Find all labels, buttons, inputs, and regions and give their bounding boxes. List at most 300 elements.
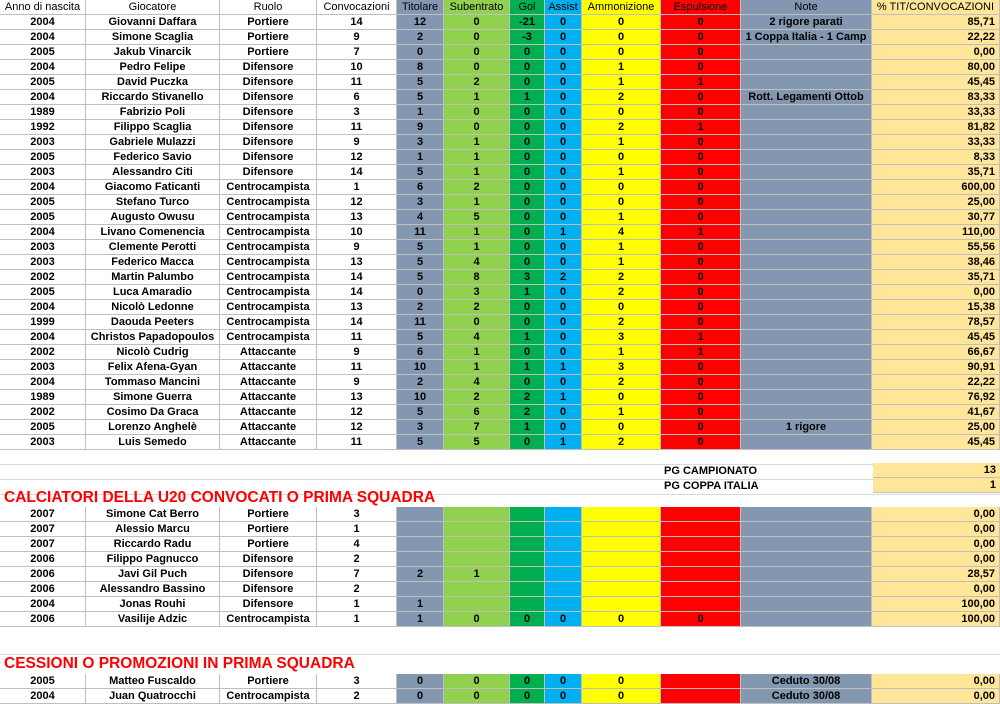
cell-assists: 0 bbox=[545, 180, 582, 195]
cell-red-cards: 0 bbox=[661, 435, 741, 450]
cell-note bbox=[741, 135, 872, 150]
cell-call-ups: 10 bbox=[317, 60, 397, 75]
cell-red-cards: 0 bbox=[661, 90, 741, 105]
cell-yellow-cards: 2 bbox=[582, 270, 661, 285]
cell-call-ups: 3 bbox=[317, 674, 397, 689]
cell-starter: 2 bbox=[397, 375, 444, 390]
cell-role: Difensore bbox=[220, 75, 317, 90]
cell-player: Simone Cat Berro bbox=[86, 507, 220, 522]
cell-sub bbox=[444, 522, 510, 537]
cell-role: Centrocampista bbox=[220, 285, 317, 300]
cell-sub: 0 bbox=[444, 45, 510, 60]
cell-role: Difensore bbox=[220, 150, 317, 165]
cell-role: Portiere bbox=[220, 507, 317, 522]
cell-assists: 1 bbox=[545, 360, 582, 375]
cell-player: Alessandro Citi bbox=[86, 165, 220, 180]
table-row bbox=[0, 567, 1000, 582]
cell-role: Centrocampista bbox=[220, 330, 317, 345]
cell-assists bbox=[545, 507, 582, 522]
cell-call-ups: 14 bbox=[317, 15, 397, 30]
cell-pct: 38,46 bbox=[872, 255, 1000, 270]
cell-pct: 0,00 bbox=[872, 537, 1000, 552]
table-row bbox=[0, 210, 1000, 225]
cell-role: Attaccante bbox=[220, 390, 317, 405]
cell-red-cards: 0 bbox=[661, 210, 741, 225]
cell-pct: 90,91 bbox=[872, 360, 1000, 375]
cell-player: Nicolò Cudrig bbox=[86, 345, 220, 360]
cell-red-cards: 0 bbox=[661, 105, 741, 120]
cell-player: Riccardo Radu bbox=[86, 537, 220, 552]
table-row bbox=[0, 537, 1000, 552]
cell-assists: 0 bbox=[545, 674, 582, 689]
cell-birth-year: 2004 bbox=[0, 30, 86, 45]
cell-role: Attaccante bbox=[220, 345, 317, 360]
cell-player: Federico Macca bbox=[86, 255, 220, 270]
cell-red-cards: 0 bbox=[661, 135, 741, 150]
cell-player: Vasilije Adzic bbox=[86, 612, 220, 627]
empty-row bbox=[0, 627, 1000, 655]
cell-goals: 0 bbox=[510, 60, 545, 75]
cell-birth-year: 2007 bbox=[0, 507, 86, 522]
cell-assists: 0 bbox=[545, 105, 582, 120]
cell-starter: 11 bbox=[397, 225, 444, 240]
cell-assists: 0 bbox=[545, 405, 582, 420]
cell-red-cards: 1 bbox=[661, 120, 741, 135]
u20-section-title: CALCIATORI DELLA U20 CONVOCATI O PRIMA SQUADRA bbox=[4, 489, 436, 506]
cell-goals: 1 bbox=[510, 90, 545, 105]
cell-note bbox=[741, 522, 872, 537]
header-call-ups: Convocazioni bbox=[317, 0, 397, 15]
cell-goals: 0 bbox=[510, 225, 545, 240]
cell-role: Portiere bbox=[220, 30, 317, 45]
header-yellow-cards: Ammonizione bbox=[582, 0, 661, 15]
cell-note: 2 rigore parati bbox=[741, 15, 872, 30]
summary-value: 1 bbox=[873, 478, 1000, 493]
cell-birth-year: 2003 bbox=[0, 360, 86, 375]
cell-red-cards bbox=[661, 522, 741, 537]
cell-role: Portiere bbox=[220, 537, 317, 552]
cell-goals: 0 bbox=[510, 135, 545, 150]
cell-birth-year: 2002 bbox=[0, 345, 86, 360]
cell-birth-year: 1989 bbox=[0, 105, 86, 120]
cell-goals: -3 bbox=[510, 30, 545, 45]
cell-goals: 0 bbox=[510, 105, 545, 120]
cell-note: Rott. Legamenti Ottob bbox=[741, 90, 872, 105]
cell-sub: 0 bbox=[444, 315, 510, 330]
cell-yellow-cards: 2 bbox=[582, 90, 661, 105]
cell-yellow-cards bbox=[582, 552, 661, 567]
cell-call-ups: 11 bbox=[317, 120, 397, 135]
cell-birth-year: 2006 bbox=[0, 567, 86, 582]
cell-red-cards: 0 bbox=[661, 360, 741, 375]
cell-pct: 35,71 bbox=[872, 165, 1000, 180]
cell-sub: 6 bbox=[444, 405, 510, 420]
cell-sub: 3 bbox=[444, 285, 510, 300]
cell-call-ups: 7 bbox=[317, 567, 397, 582]
cell-yellow-cards bbox=[582, 567, 661, 582]
cell-pct: 100,00 bbox=[872, 612, 1000, 627]
cell-assists: 0 bbox=[545, 75, 582, 90]
cell-goals: 0 bbox=[510, 255, 545, 270]
cell-note bbox=[741, 315, 872, 330]
cell-pct: 0,00 bbox=[872, 552, 1000, 567]
cell-sub: 4 bbox=[444, 375, 510, 390]
cell-starter: 0 bbox=[397, 285, 444, 300]
table-row bbox=[0, 345, 1000, 360]
cell-player: Luis Semedo bbox=[86, 435, 220, 450]
cell-note bbox=[741, 210, 872, 225]
cell-role: Centrocampista bbox=[220, 255, 317, 270]
cell-birth-year: 1992 bbox=[0, 120, 86, 135]
cell-note bbox=[741, 195, 872, 210]
cell-note: 1 rigore bbox=[741, 420, 872, 435]
cell-yellow-cards: 1 bbox=[582, 345, 661, 360]
cell-starter: 0 bbox=[397, 689, 444, 704]
cell-goals bbox=[510, 537, 545, 552]
cell-goals: 0 bbox=[510, 375, 545, 390]
table-row bbox=[0, 612, 1000, 627]
cell-yellow-cards: 0 bbox=[582, 674, 661, 689]
cell-call-ups: 3 bbox=[317, 105, 397, 120]
cell-call-ups: 12 bbox=[317, 150, 397, 165]
cell-call-ups: 9 bbox=[317, 135, 397, 150]
cell-call-ups: 11 bbox=[317, 360, 397, 375]
cell-assists: 0 bbox=[545, 135, 582, 150]
cell-role: Difensore bbox=[220, 60, 317, 75]
cell-player: Clemente Perotti bbox=[86, 240, 220, 255]
cell-red-cards: 0 bbox=[661, 45, 741, 60]
cell-role: Difensore bbox=[220, 120, 317, 135]
cell-call-ups: 1 bbox=[317, 597, 397, 612]
table-row bbox=[0, 375, 1000, 390]
table-row bbox=[0, 195, 1000, 210]
cell-pct: 600,00 bbox=[872, 180, 1000, 195]
summary-label: PG COPPA ITALIA bbox=[664, 479, 759, 492]
cell-starter: 3 bbox=[397, 420, 444, 435]
cell-red-cards bbox=[661, 582, 741, 597]
cell-yellow-cards: 1 bbox=[582, 255, 661, 270]
cell-birth-year: 2005 bbox=[0, 210, 86, 225]
cell-note bbox=[741, 612, 872, 627]
cell-red-cards: 0 bbox=[661, 240, 741, 255]
cell-pct: 35,71 bbox=[872, 270, 1000, 285]
cell-player: Alessio Marcu bbox=[86, 522, 220, 537]
cell-starter bbox=[397, 537, 444, 552]
cell-assists: 0 bbox=[545, 45, 582, 60]
cell-yellow-cards: 0 bbox=[582, 420, 661, 435]
cell-yellow-cards: 0 bbox=[582, 300, 661, 315]
header-starter: Titolare bbox=[397, 0, 444, 15]
cell-pct: 25,00 bbox=[872, 195, 1000, 210]
cell-role: Portiere bbox=[220, 674, 317, 689]
cell-goals bbox=[510, 597, 545, 612]
cell-assists: 0 bbox=[545, 195, 582, 210]
cell-assists: 1 bbox=[545, 225, 582, 240]
cell-pct: 76,92 bbox=[872, 390, 1000, 405]
cell-role: Difensore bbox=[220, 135, 317, 150]
cell-pct: 8,33 bbox=[872, 150, 1000, 165]
cell-red-cards: 0 bbox=[661, 300, 741, 315]
cell-starter: 3 bbox=[397, 195, 444, 210]
cell-role: Centrocampista bbox=[220, 270, 317, 285]
cell-starter: 10 bbox=[397, 360, 444, 375]
table-row bbox=[0, 522, 1000, 537]
cell-goals: 1 bbox=[510, 285, 545, 300]
cell-role: Difensore bbox=[220, 567, 317, 582]
cell-sub: 4 bbox=[444, 330, 510, 345]
cell-player: Stefano Turco bbox=[86, 195, 220, 210]
cell-assists bbox=[545, 582, 582, 597]
cell-sub: 2 bbox=[444, 75, 510, 90]
cell-note bbox=[741, 552, 872, 567]
cell-yellow-cards: 0 bbox=[582, 150, 661, 165]
cell-note bbox=[741, 360, 872, 375]
cell-red-cards bbox=[661, 567, 741, 582]
cell-yellow-cards: 1 bbox=[582, 60, 661, 75]
cell-sub: 1 bbox=[444, 165, 510, 180]
cell-yellow-cards: 3 bbox=[582, 330, 661, 345]
cell-player: Matteo Fuscaldo bbox=[86, 674, 220, 689]
cell-sub: 0 bbox=[444, 120, 510, 135]
cell-yellow-cards: 2 bbox=[582, 435, 661, 450]
cell-player: David Puczka bbox=[86, 75, 220, 90]
cell-call-ups: 13 bbox=[317, 210, 397, 225]
table-row bbox=[0, 552, 1000, 567]
cell-red-cards bbox=[661, 507, 741, 522]
cell-starter: 10 bbox=[397, 390, 444, 405]
cell-goals: -21 bbox=[510, 15, 545, 30]
cell-birth-year: 2004 bbox=[0, 597, 86, 612]
cell-goals: 0 bbox=[510, 612, 545, 627]
cell-call-ups: 12 bbox=[317, 195, 397, 210]
cell-assists: 0 bbox=[545, 210, 582, 225]
cell-yellow-cards bbox=[582, 522, 661, 537]
cell-note bbox=[741, 150, 872, 165]
cell-starter: 2 bbox=[397, 567, 444, 582]
header-red-cards: Espulsione bbox=[661, 0, 741, 15]
cell-sub bbox=[444, 537, 510, 552]
cell-note bbox=[741, 45, 872, 60]
cell-call-ups: 11 bbox=[317, 435, 397, 450]
cell-starter: 5 bbox=[397, 435, 444, 450]
cell-player: Simone Scaglia bbox=[86, 30, 220, 45]
cell-birth-year: 2003 bbox=[0, 255, 86, 270]
cell-sub: 0 bbox=[444, 612, 510, 627]
cell-starter: 1 bbox=[397, 612, 444, 627]
cell-call-ups: 14 bbox=[317, 285, 397, 300]
table-row bbox=[0, 689, 1000, 704]
cell-player: Filippo Scaglia bbox=[86, 120, 220, 135]
cell-yellow-cards: 0 bbox=[582, 612, 661, 627]
cell-note bbox=[741, 75, 872, 90]
cell-starter: 5 bbox=[397, 405, 444, 420]
cell-call-ups: 2 bbox=[317, 552, 397, 567]
cell-birth-year: 2004 bbox=[0, 375, 86, 390]
cell-note bbox=[741, 582, 872, 597]
cell-player: Luca Amaradio bbox=[86, 285, 220, 300]
cell-starter: 1 bbox=[397, 597, 444, 612]
cell-note bbox=[741, 180, 872, 195]
cell-call-ups: 2 bbox=[317, 582, 397, 597]
cell-yellow-cards: 0 bbox=[582, 105, 661, 120]
cell-player: Riccardo Stivanello bbox=[86, 90, 220, 105]
table-row bbox=[0, 597, 1000, 612]
cell-note: Ceduto 30/08 bbox=[741, 689, 872, 704]
cell-note bbox=[741, 330, 872, 345]
cell-note bbox=[741, 390, 872, 405]
cell-goals: 0 bbox=[510, 75, 545, 90]
cell-yellow-cards: 2 bbox=[582, 315, 661, 330]
cell-sub: 5 bbox=[444, 435, 510, 450]
cell-pct: 110,00 bbox=[872, 225, 1000, 240]
cell-starter: 3 bbox=[397, 135, 444, 150]
cell-player: Filippo Pagnucco bbox=[86, 552, 220, 567]
cell-sub bbox=[444, 582, 510, 597]
header-player: Giocatore bbox=[86, 0, 220, 15]
cell-call-ups: 14 bbox=[317, 315, 397, 330]
header-sub: Subentrato bbox=[444, 0, 510, 15]
cell-note bbox=[741, 105, 872, 120]
cell-goals: 0 bbox=[510, 240, 545, 255]
cell-pct: 55,56 bbox=[872, 240, 1000, 255]
cell-starter: 5 bbox=[397, 330, 444, 345]
cell-pct: 33,33 bbox=[872, 135, 1000, 150]
table-row bbox=[0, 240, 1000, 255]
cell-role: Centrocampista bbox=[220, 210, 317, 225]
cell-call-ups: 14 bbox=[317, 165, 397, 180]
cell-birth-year: 2002 bbox=[0, 405, 86, 420]
table-row bbox=[0, 360, 1000, 375]
cell-call-ups: 12 bbox=[317, 420, 397, 435]
cell-sub: 0 bbox=[444, 105, 510, 120]
cell-red-cards: 0 bbox=[661, 612, 741, 627]
table-row bbox=[0, 300, 1000, 315]
cell-red-cards: 0 bbox=[661, 270, 741, 285]
cell-note bbox=[741, 537, 872, 552]
cell-player: Fabrizio Poli bbox=[86, 105, 220, 120]
cell-birth-year: 2006 bbox=[0, 552, 86, 567]
cell-pct: 0,00 bbox=[872, 45, 1000, 60]
cell-pct: 0,00 bbox=[872, 689, 1000, 704]
cell-goals: 0 bbox=[510, 180, 545, 195]
cell-call-ups: 1 bbox=[317, 612, 397, 627]
cell-birth-year: 1999 bbox=[0, 315, 86, 330]
cell-red-cards: 0 bbox=[661, 390, 741, 405]
cell-birth-year: 2005 bbox=[0, 45, 86, 60]
cell-yellow-cards: 0 bbox=[582, 45, 661, 60]
table-row bbox=[0, 30, 1000, 45]
cell-role: Attaccante bbox=[220, 405, 317, 420]
cell-player: Livano Comenencia bbox=[86, 225, 220, 240]
cell-red-cards: 0 bbox=[661, 405, 741, 420]
cell-starter: 5 bbox=[397, 165, 444, 180]
cell-pct: 0,00 bbox=[872, 285, 1000, 300]
cell-pct: 22,22 bbox=[872, 30, 1000, 45]
cell-pct: 0,00 bbox=[872, 674, 1000, 689]
cell-note bbox=[741, 120, 872, 135]
cell-yellow-cards: 0 bbox=[582, 195, 661, 210]
cell-call-ups: 10 bbox=[317, 225, 397, 240]
cell-goals bbox=[510, 582, 545, 597]
cell-call-ups: 9 bbox=[317, 30, 397, 45]
cell-birth-year: 2006 bbox=[0, 582, 86, 597]
cell-role: Difensore bbox=[220, 582, 317, 597]
cell-player: Pedro Felipe bbox=[86, 60, 220, 75]
cell-starter: 4 bbox=[397, 210, 444, 225]
cell-pct: 66,67 bbox=[872, 345, 1000, 360]
cell-player: Federico Savio bbox=[86, 150, 220, 165]
cell-note bbox=[741, 255, 872, 270]
cell-yellow-cards bbox=[582, 582, 661, 597]
cell-call-ups: 2 bbox=[317, 689, 397, 704]
cell-goals: 1 bbox=[510, 330, 545, 345]
table-row bbox=[0, 674, 1000, 689]
cell-goals: 3 bbox=[510, 270, 545, 285]
cell-red-cards bbox=[661, 537, 741, 552]
cell-assists: 0 bbox=[545, 330, 582, 345]
cell-birth-year: 2004 bbox=[0, 689, 86, 704]
table-row bbox=[0, 255, 1000, 270]
cell-assists: 1 bbox=[545, 390, 582, 405]
cell-red-cards: 0 bbox=[661, 195, 741, 210]
summary-label: PG CAMPIONATO bbox=[664, 464, 758, 477]
cell-role: Attaccante bbox=[220, 360, 317, 375]
cell-starter: 2 bbox=[397, 30, 444, 45]
cell-call-ups: 14 bbox=[317, 270, 397, 285]
cell-goals: 0 bbox=[510, 210, 545, 225]
cell-birth-year: 1989 bbox=[0, 390, 86, 405]
cell-red-cards: 0 bbox=[661, 420, 741, 435]
cell-role: Centrocampista bbox=[220, 612, 317, 627]
cell-starter: 5 bbox=[397, 90, 444, 105]
table-row bbox=[0, 45, 1000, 60]
cell-call-ups: 7 bbox=[317, 45, 397, 60]
cell-pct: 78,57 bbox=[872, 315, 1000, 330]
header-pct: % TIT/CONVOCAZIONI bbox=[872, 0, 1000, 15]
cell-role: Portiere bbox=[220, 45, 317, 60]
cell-assists: 0 bbox=[545, 150, 582, 165]
cell-role: Difensore bbox=[220, 90, 317, 105]
cell-player: Jakub Vinarcik bbox=[86, 45, 220, 60]
cell-red-cards: 1 bbox=[661, 330, 741, 345]
cell-note bbox=[741, 60, 872, 75]
cell-pct: 15,38 bbox=[872, 300, 1000, 315]
cell-assists: 0 bbox=[545, 30, 582, 45]
cell-birth-year: 2003 bbox=[0, 435, 86, 450]
cell-goals: 0 bbox=[510, 315, 545, 330]
cell-yellow-cards: 3 bbox=[582, 360, 661, 375]
cell-yellow-cards: 0 bbox=[582, 390, 661, 405]
cell-call-ups: 9 bbox=[317, 375, 397, 390]
cell-sub: 1 bbox=[444, 90, 510, 105]
cell-goals: 0 bbox=[510, 674, 545, 689]
cell-starter: 5 bbox=[397, 270, 444, 285]
table-row bbox=[0, 225, 1000, 240]
table-row bbox=[0, 150, 1000, 165]
cell-call-ups: 1 bbox=[317, 522, 397, 537]
cell-call-ups: 13 bbox=[317, 390, 397, 405]
cell-assists: 0 bbox=[545, 315, 582, 330]
cell-call-ups: 13 bbox=[317, 300, 397, 315]
cell-yellow-cards: 4 bbox=[582, 225, 661, 240]
header-birth-year: Anno di nascita bbox=[0, 0, 86, 15]
cell-call-ups: 4 bbox=[317, 537, 397, 552]
table-row bbox=[0, 90, 1000, 105]
cell-birth-year: 2006 bbox=[0, 612, 86, 627]
cell-assists: 0 bbox=[545, 255, 582, 270]
cell-sub: 0 bbox=[444, 674, 510, 689]
cell-role: Centrocampista bbox=[220, 240, 317, 255]
